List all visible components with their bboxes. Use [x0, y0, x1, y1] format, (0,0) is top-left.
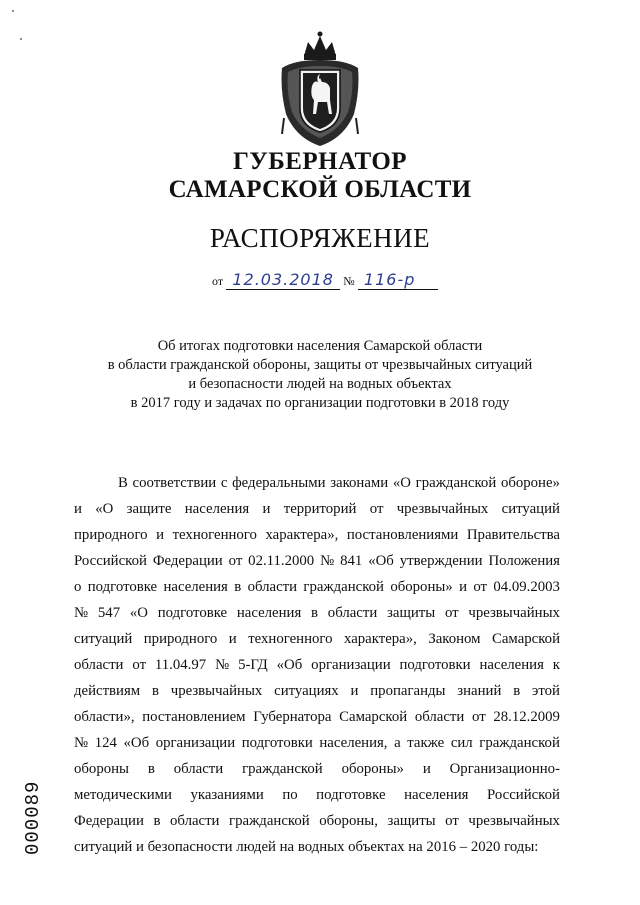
body-word: области — [74, 657, 124, 673]
body-line — [74, 808, 560, 834]
body-word: 124 — [94, 735, 117, 751]
body-word: обороне» — [500, 475, 560, 491]
body-word: «Об — [276, 657, 303, 673]
body-word: 5-ГД — [238, 657, 268, 673]
body-word: обороны, — [319, 813, 378, 829]
body-word: территорий — [283, 501, 357, 517]
body-word: подготовке — [316, 787, 386, 803]
body-line — [74, 600, 560, 626]
body-word: № — [320, 553, 335, 569]
body-word: и — [228, 631, 237, 647]
body-word: от — [228, 553, 243, 569]
body-word: «О — [129, 605, 148, 621]
body-word: подготовке — [157, 605, 228, 621]
body-word: о — [74, 579, 82, 595]
body-line — [74, 574, 560, 600]
body-word: 04.09.2003 — [493, 579, 560, 595]
body-word: гражданской — [229, 813, 310, 829]
body-word: населения — [404, 787, 469, 803]
document-type-heading: РАСПОРЯЖЕНИЕ — [209, 223, 431, 253]
body-word: федеральными — [232, 475, 326, 491]
body-word: области — [170, 813, 220, 829]
body-line — [74, 834, 560, 860]
body-word: в — [151, 683, 159, 699]
handwritten-number: 116-р — [358, 270, 438, 290]
body-word: в — [513, 683, 521, 699]
body-word: чрезвычайных — [468, 605, 560, 621]
body-word: от — [472, 709, 486, 725]
body-word: Российской — [74, 553, 147, 569]
body-word: природного — [143, 631, 218, 647]
body-word: чрезвычайных — [468, 813, 560, 829]
body-word: Федерации — [74, 813, 144, 829]
body-word: населения, — [319, 735, 388, 751]
body-word: 547 — [97, 605, 121, 621]
body-word: организации — [155, 735, 236, 751]
body-word: действиям — [74, 683, 141, 699]
body-word: организации — [311, 657, 391, 673]
body-word: чрезвычайных — [396, 501, 489, 517]
body-word: «О — [392, 475, 411, 491]
body-word: и — [262, 501, 271, 517]
scan-speck — [12, 10, 14, 12]
body-word: № — [215, 657, 230, 673]
body-line — [74, 548, 560, 574]
body-word: населения — [236, 605, 302, 621]
body-word: Положения — [488, 553, 560, 569]
body-word: от — [132, 657, 147, 673]
body-word: области — [327, 605, 378, 621]
body-line — [74, 756, 560, 782]
body-word: от — [369, 501, 384, 517]
body-word: и — [156, 527, 165, 543]
body-word: «Об — [123, 735, 150, 751]
registration-line — [212, 270, 438, 290]
body-word: 02.11.2000 — [248, 553, 315, 569]
body-word: и — [459, 579, 467, 595]
body-line — [74, 730, 560, 756]
body-word: обороны» — [390, 579, 453, 595]
body-word: соответствии — [132, 475, 217, 491]
body-word: Правительства — [466, 527, 560, 543]
body-word: по — [282, 787, 298, 803]
body-word: Губернатора — [253, 709, 332, 725]
registry-stamp-number: 000089 — [22, 780, 44, 855]
body-line — [74, 704, 560, 730]
issuer-region: САМАРСКОЙ ОБЛАСТИ — [168, 176, 472, 203]
body-word: Самарской — [492, 631, 560, 647]
body-word: постановлениями — [346, 527, 459, 543]
body-word: В — [118, 475, 128, 491]
body-word: обороны — [74, 761, 129, 777]
issuer-title: ГУБЕРНАТОР — [232, 148, 408, 175]
number-label: № — [343, 274, 355, 288]
body-word: населения — [163, 579, 228, 595]
body-line — [74, 678, 560, 704]
body-word: природного — [74, 527, 148, 543]
body-word: населения — [479, 657, 544, 673]
body-word: области — [414, 709, 465, 725]
body-word: к — [552, 657, 560, 673]
body-line — [74, 470, 560, 496]
body-word: области — [173, 761, 224, 777]
body-word: указаниями — [190, 787, 264, 803]
body-word: гражданской — [303, 579, 384, 595]
body-word: подготовке — [87, 579, 158, 595]
body-word: от — [445, 813, 459, 829]
body-word: области», — [74, 709, 135, 725]
body-word: и — [350, 683, 359, 699]
body-line — [74, 782, 560, 808]
body-word: защиты — [387, 813, 436, 829]
body-word: методическими — [74, 787, 172, 803]
body-word: характера», — [344, 631, 417, 647]
body-word: Организационно- — [449, 761, 560, 777]
body-word: Законом — [428, 631, 481, 647]
body-word: Самарской — [339, 709, 408, 725]
body-word: а — [394, 735, 401, 751]
body-word: постановлением — [142, 709, 246, 725]
title-line: в области гражданской обороны, защиты от чрезвычайных ситуаций — [107, 357, 533, 373]
handwritten-date: 12.03.2018 — [226, 270, 340, 290]
title-line: в 2017 году и задачах по организации подготовки в 2018 году — [130, 395, 510, 411]
body-word: ситуациях — [274, 683, 339, 699]
body-word: защиты — [387, 605, 436, 621]
body-word: Федерации — [152, 553, 223, 569]
body-word: гражданской — [479, 735, 560, 751]
date-label: от — [212, 274, 224, 288]
body-word: в — [234, 579, 242, 595]
body-word: «Об — [368, 553, 394, 569]
body-word: утверждении — [399, 553, 483, 569]
body-word: 841 — [340, 553, 363, 569]
body-word: подготовки — [399, 657, 471, 673]
body-word: также — [407, 735, 445, 751]
body-word: подготовки — [241, 735, 313, 751]
body-word: гражданской — [415, 475, 497, 491]
body-word: населения — [184, 501, 250, 517]
body-word: чрезвычайных — [170, 683, 263, 699]
scan-speck — [20, 38, 22, 40]
body-word: знаний — [457, 683, 502, 699]
body-word: № — [74, 605, 89, 621]
body-line — [74, 496, 560, 522]
body-word: обороны» — [341, 761, 404, 777]
title-line: Об итогах подготовки населения Самарской области — [157, 338, 483, 354]
body-word: «О — [95, 501, 114, 517]
body-word: и — [74, 501, 82, 517]
body-word: в — [147, 761, 155, 777]
body-word: и — [422, 761, 431, 777]
coat-of-arms-emblem — [274, 30, 366, 150]
body-word: техногенного — [172, 527, 257, 543]
body-word: области — [247, 579, 298, 595]
body-word: сил — [450, 735, 473, 751]
body-word: техногенного — [248, 631, 333, 647]
body-word: пропаганды — [370, 683, 446, 699]
body-word: ситуаций — [74, 631, 133, 647]
title-line: и безопасности людей на водных объектах — [188, 376, 452, 392]
body-word: гражданской — [242, 761, 323, 777]
body-line — [74, 522, 560, 548]
body-word: защите — [126, 501, 172, 517]
body-word: от — [444, 605, 459, 621]
body-word: законами — [330, 475, 389, 491]
body-word: характера», — [265, 527, 339, 543]
body-word: 28.12.2009 — [493, 709, 560, 725]
body-word: в — [311, 605, 319, 621]
body-word: этой — [532, 683, 560, 699]
body-word: Российской — [487, 787, 560, 803]
body-word: № — [74, 735, 89, 751]
body-line — [74, 626, 560, 652]
body-word: ситуаций и безопасности людей на водных объектах на 2016 – 2020 годы: — [74, 839, 539, 855]
body-word: 11.04.97 — [154, 657, 207, 673]
body-word: ситуаций — [501, 501, 560, 517]
document-title — [80, 337, 560, 413]
body-word: с — [220, 475, 228, 491]
body-paragraph — [74, 470, 560, 860]
body-word: в — [153, 813, 161, 829]
body-line — [74, 652, 560, 678]
body-word: от — [473, 579, 487, 595]
